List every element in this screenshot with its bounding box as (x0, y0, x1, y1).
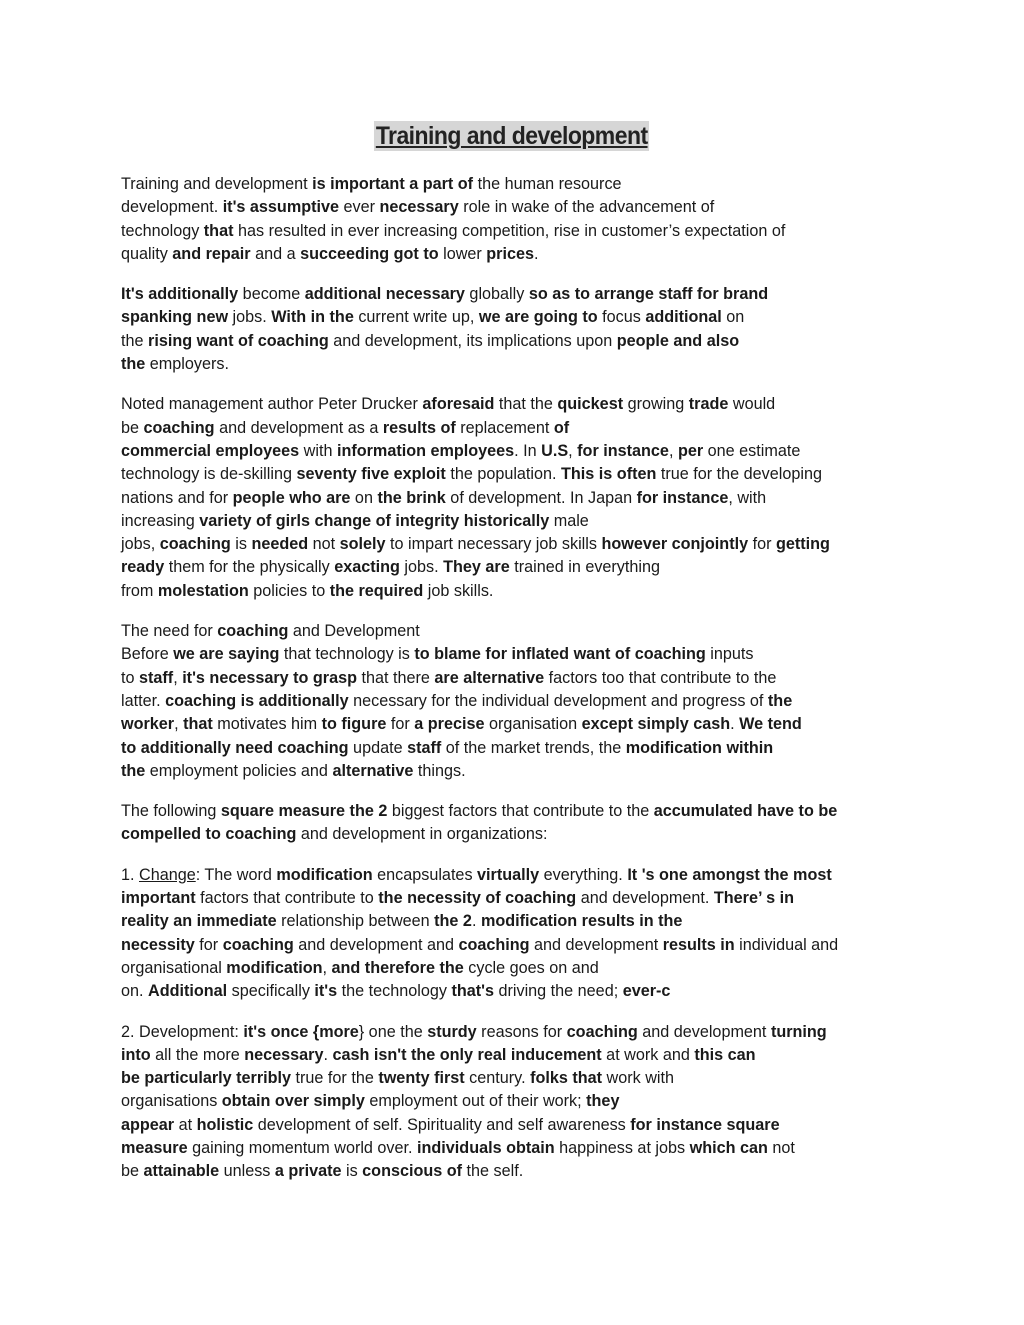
text-run: has resulted in ever increasing competition, rise in customer’s expectation of (233, 221, 786, 240)
bold-run: people and also (616, 331, 740, 350)
bold-run: a precise (414, 715, 485, 734)
bold-run: It's additionally (121, 285, 239, 304)
text-line (121, 690, 906, 713)
text-run: organisations (121, 1092, 222, 1111)
text-run: for (194, 935, 223, 954)
bold-run: coaching (159, 535, 231, 554)
bold-run: modification within (625, 738, 774, 757)
bold-run: Additional (148, 982, 228, 1001)
bold-run: exacting (334, 558, 400, 577)
text-run: and development (637, 1022, 771, 1041)
text-run: cycle goes on and (463, 958, 599, 977)
text-run: the technology (337, 982, 452, 1001)
text-run: inputs (705, 645, 754, 664)
text-run: ever (339, 198, 380, 217)
text-run: technology (121, 221, 204, 240)
text-run: . In (514, 441, 542, 460)
bold-run: spanking new (121, 308, 229, 327)
text-run: update (348, 738, 408, 757)
text-run: focus (597, 308, 646, 327)
text-run: would (728, 395, 776, 414)
bold-run: coaching (458, 935, 530, 954)
paragraph-change (121, 864, 906, 1004)
text-run: happiness at jobs (554, 1138, 690, 1157)
text-run: not (767, 1138, 795, 1157)
text-line (121, 620, 906, 643)
text-line (121, 173, 906, 196)
text-run: on. (121, 982, 149, 1001)
text-run: all the more (150, 1045, 245, 1064)
bold-run: accumulated have to be (653, 802, 838, 821)
bold-run: it's (314, 982, 338, 1001)
text-line (121, 737, 906, 760)
bold-run: so as to arrange staff for brand (528, 285, 769, 304)
text-run: and a (250, 244, 301, 263)
bold-run: coaching (217, 622, 289, 641)
paragraph-drucker (121, 393, 906, 603)
text-run: factors that contribute to (195, 889, 379, 908)
bold-run: they (586, 1092, 620, 1111)
text-run: on (350, 488, 378, 507)
bold-run: for instance (577, 441, 669, 460)
bold-run: results in (662, 935, 735, 954)
text-line (121, 643, 906, 666)
text-line (121, 957, 906, 980)
text-run: at (174, 1115, 197, 1134)
text-run: not (308, 535, 340, 554)
text-line (121, 556, 906, 579)
bold-run: for instance square (630, 1115, 780, 1134)
text-line (121, 887, 906, 910)
text-run: development. (121, 198, 223, 217)
bold-run: attainable (143, 1162, 220, 1181)
text-run: true for the (291, 1069, 379, 1088)
bold-run: is important a part of (312, 175, 474, 193)
bold-run: molestation (157, 581, 249, 600)
text-line (121, 1114, 906, 1137)
text-run: reasons for (476, 1022, 567, 1041)
bold-run: With in the (271, 308, 354, 327)
text-run: and development in organizations: (296, 825, 548, 844)
bold-run: getting (775, 535, 830, 554)
text-line (121, 440, 906, 463)
text-line (121, 580, 906, 603)
text-run: and development (529, 935, 663, 954)
text-run: jobs. (228, 308, 272, 327)
paragraph-need (121, 620, 906, 783)
text-run: globally (464, 285, 529, 304)
text-line (121, 667, 906, 690)
bold-run: people who are (232, 488, 351, 507)
text-run: gaining momentum world over. (187, 1138, 418, 1157)
text-run: , (322, 958, 332, 977)
bold-run: They are (443, 558, 510, 577)
text-run: be (121, 418, 144, 437)
bold-run: into (121, 1045, 151, 1064)
text-run: Before (121, 645, 174, 664)
text-run: them for the physically (164, 558, 335, 577)
text-run: development of self. Spirituality and self awareness (253, 1115, 631, 1134)
text-line (121, 800, 906, 823)
bold-run: this can (694, 1045, 756, 1064)
text-run: 1. (121, 865, 139, 884)
text-line (121, 864, 906, 887)
bold-run: it's necessary to grasp (182, 668, 357, 687)
text-run: relationship between (276, 912, 435, 931)
text-run: The following (121, 802, 221, 821)
bold-run: solely (339, 535, 386, 554)
bold-run: variety of girls change of integrity historically (199, 511, 550, 530)
bold-run: per (677, 441, 704, 460)
bold-run: cash isn't the only real inducement (332, 1045, 602, 1064)
bold-run: the (121, 355, 146, 374)
text-run: for (386, 715, 415, 734)
text-run: work with (602, 1069, 674, 1088)
text-line (121, 353, 906, 376)
text-run: employers. (145, 355, 229, 374)
text-run: technology is de-skilling (121, 465, 297, 484)
text-run: employment policies and (145, 761, 333, 780)
text-run: latter. (121, 691, 166, 710)
paragraph-factors (121, 800, 906, 847)
text-line (121, 306, 906, 329)
bold-run: coaching (566, 1022, 638, 1041)
bold-run: to additionally need coaching (121, 738, 349, 757)
bold-run: U.S (541, 441, 569, 460)
text-run: The need for (121, 622, 218, 641)
text-run: driving the need; (494, 982, 623, 1001)
text-line (121, 1137, 906, 1160)
text-line (121, 196, 906, 219)
bold-run: coaching (222, 935, 294, 954)
text-line (121, 330, 906, 353)
text-run: quality (121, 244, 173, 263)
text-run: with (299, 441, 337, 460)
text-run: the (121, 331, 149, 350)
bold-run: ever-c (622, 982, 671, 1001)
text-run: to (121, 668, 139, 687)
text-run: on (721, 308, 745, 327)
bold-run: that (203, 221, 234, 240)
bold-run: prices (486, 244, 534, 263)
text-run: Noted management author Peter Drucker (121, 395, 423, 414)
text-run: one estimate (703, 441, 801, 460)
underlined-run: Change (139, 865, 196, 884)
bold-run: aforesaid (422, 395, 495, 414)
text-run: and Development (288, 622, 420, 641)
bold-run: worker (121, 715, 175, 734)
text-run: and development. (576, 889, 714, 908)
bold-run: are alternative (434, 668, 545, 687)
bold-run: of (553, 418, 570, 437)
bold-run: and repair (172, 244, 251, 263)
text-run: . (730, 715, 740, 734)
text-run: , (668, 441, 678, 460)
text-run: increasing (121, 511, 200, 530)
text-line (121, 533, 906, 556)
text-run: : The word (195, 865, 277, 884)
text-run: jobs, (121, 535, 160, 554)
bold-run: coaching (143, 418, 215, 437)
text-run: current write up, (353, 308, 479, 327)
text-run: is (230, 535, 252, 554)
bold-run: the required (329, 581, 424, 600)
bold-run: information employees (336, 441, 515, 460)
text-line (121, 393, 906, 416)
text-run: necessary for the individual development and progress of (348, 691, 768, 710)
bold-run: we are going to (478, 308, 598, 327)
bold-run: reality an immediate (121, 912, 277, 931)
bold-run: twenty first (378, 1069, 465, 1088)
text-run: for (748, 535, 776, 554)
text-run: jobs. (399, 558, 444, 577)
bold-run: holistic (196, 1115, 254, 1134)
text-line (121, 934, 906, 957)
text-run: , (174, 715, 184, 734)
text-run: and development, its implications upon (328, 331, 617, 350)
text-line (121, 1067, 906, 1090)
text-run: motivates him (212, 715, 322, 734)
text-run: organisational (121, 958, 227, 977)
bold-run: however conjointly (601, 535, 749, 554)
text-run: growing (623, 395, 689, 414)
text-run: organisation (484, 715, 582, 734)
text-run: role in wake of the advancement of (458, 198, 715, 217)
bold-run: commercial employees (121, 441, 300, 460)
bold-run: There’ s in (713, 889, 794, 908)
text-line (121, 1044, 906, 1067)
text-line (121, 713, 906, 736)
text-run: . (323, 1045, 333, 1064)
bold-run: the (121, 761, 146, 780)
bold-run: important (121, 889, 196, 908)
text-run: replacement (455, 418, 554, 437)
text-line (121, 1090, 906, 1113)
bold-run: additional (645, 308, 722, 327)
text-run: from (121, 581, 158, 600)
bold-run: to blame for inflated want of coaching (414, 645, 706, 664)
bold-run: be particularly terribly (121, 1069, 292, 1088)
bold-run: This is often (561, 465, 657, 484)
bold-run: and therefore the (331, 958, 464, 977)
text-line (121, 243, 906, 266)
bold-run: we are saying (173, 645, 280, 664)
text-run: become (238, 285, 305, 304)
bold-run: quickest (557, 395, 624, 414)
text-run: the human resource (473, 175, 622, 193)
bold-run: additional necessary (304, 285, 465, 304)
bold-run: modification results in the (480, 912, 683, 931)
text-run: be (121, 1162, 144, 1181)
text-run: of development. In Japan (445, 488, 637, 507)
bold-run: alternative (332, 761, 414, 780)
text-run: biggest factors that contribute to the (387, 802, 654, 821)
text-line (121, 283, 906, 306)
paragraph-global (121, 283, 906, 376)
bold-run: to figure (321, 715, 387, 734)
text-run: century. (464, 1069, 531, 1088)
bold-run: coaching is additionally (165, 691, 349, 710)
text-run: job skills. (423, 581, 494, 600)
bold-run: modification (226, 958, 323, 977)
bold-run: necessary (379, 198, 459, 217)
text-run: , (568, 441, 578, 460)
text-line (121, 980, 906, 1003)
text-run: trained in everything (509, 558, 661, 577)
text-run: at work and (601, 1045, 695, 1064)
text-line (121, 1021, 906, 1044)
bold-run: trade (688, 395, 729, 414)
bold-run: individuals obtain (417, 1138, 555, 1157)
bold-run: staff (407, 738, 442, 757)
text-run: that there (357, 668, 435, 687)
bold-run: necessity (121, 935, 195, 954)
bold-run: the brink (377, 488, 446, 507)
text-run: true for the developing (656, 465, 822, 484)
text-run: individual and (734, 935, 839, 954)
text-run: employment out of their work; (364, 1092, 587, 1111)
text-run: factors too that contribute to the (544, 668, 777, 687)
bold-run: We tend (739, 715, 802, 734)
text-run: and development as a (214, 418, 383, 437)
text-run: male (549, 511, 589, 530)
bold-run: results of (382, 418, 456, 437)
text-run: to impart necessary job skills (385, 535, 602, 554)
bold-run: except simply cash (581, 715, 731, 734)
text-line (121, 220, 906, 243)
text-line (121, 910, 906, 933)
bold-run: that's (451, 982, 494, 1001)
text-line (121, 823, 906, 846)
bold-run: appear (121, 1115, 175, 1134)
text-run: specifically (227, 982, 315, 1001)
text-run: , with (728, 488, 767, 507)
bold-run: measure (121, 1138, 188, 1157)
bold-run: the 2 (434, 912, 472, 931)
text-run: encapsulates (372, 865, 478, 884)
bold-run: It 's one amongst the most (627, 865, 832, 884)
text-run: things. (413, 761, 466, 780)
bold-run: obtain over simply (221, 1092, 365, 1111)
bold-run: conscious of (362, 1162, 463, 1181)
text-line (121, 487, 906, 510)
bold-run: the (767, 691, 793, 710)
bold-run: it's once {more (243, 1022, 359, 1041)
bold-run: necessary (244, 1045, 324, 1064)
bold-run: for instance (636, 488, 729, 507)
text-run: policies to (248, 581, 330, 600)
text-run: and development and (293, 935, 459, 954)
bold-run: rising want of coaching (148, 331, 329, 350)
bold-run: virtually (477, 865, 540, 884)
bold-run: it's assumptive (222, 198, 339, 217)
text-run: that technology is (279, 645, 415, 664)
document-body (121, 173, 906, 1201)
text-run: the self. (462, 1162, 524, 1181)
bold-run: a private (274, 1162, 342, 1181)
text-run: Training and development (121, 175, 313, 193)
bold-run: ready (121, 558, 165, 577)
bold-run: sturdy (427, 1022, 477, 1041)
text-line (121, 510, 906, 533)
text-run: . (471, 912, 481, 931)
text-line (121, 463, 906, 486)
bold-run: that (183, 715, 213, 734)
text-run: the population. (445, 465, 562, 484)
title-area (0, 121, 1024, 151)
bold-run: the necessity of coaching (378, 889, 577, 908)
text-run: 2. Development: (121, 1022, 244, 1041)
text-run: that the (494, 395, 558, 414)
text-run: nations and for (121, 488, 233, 507)
text-run: lower (438, 244, 487, 263)
page-title: Training and development (376, 122, 648, 150)
text-run: , (173, 668, 183, 687)
text-run: } one the (358, 1022, 428, 1041)
bold-run: compelled to coaching (121, 825, 297, 844)
text-run: everything. (539, 865, 628, 884)
bold-run: staff (139, 668, 174, 687)
bold-run: seventy five exploit (296, 465, 446, 484)
bold-run: succeeding got to (300, 244, 439, 263)
bold-run: which can (689, 1138, 768, 1157)
bold-run: modification (276, 865, 373, 884)
paragraph-intro (121, 173, 906, 266)
bold-run: turning (770, 1022, 827, 1041)
text-run: unless (219, 1162, 275, 1181)
paragraph-development (121, 1021, 906, 1184)
bold-run: square measure the 2 (220, 802, 388, 821)
text-run: . (534, 244, 539, 263)
bold-run: folks that (530, 1069, 603, 1088)
text-run: of the market trends, the (441, 738, 626, 757)
text-line (121, 760, 906, 783)
text-run: is (341, 1162, 363, 1181)
text-line (121, 1160, 906, 1183)
bold-run: needed (251, 535, 309, 554)
text-line (121, 417, 906, 440)
